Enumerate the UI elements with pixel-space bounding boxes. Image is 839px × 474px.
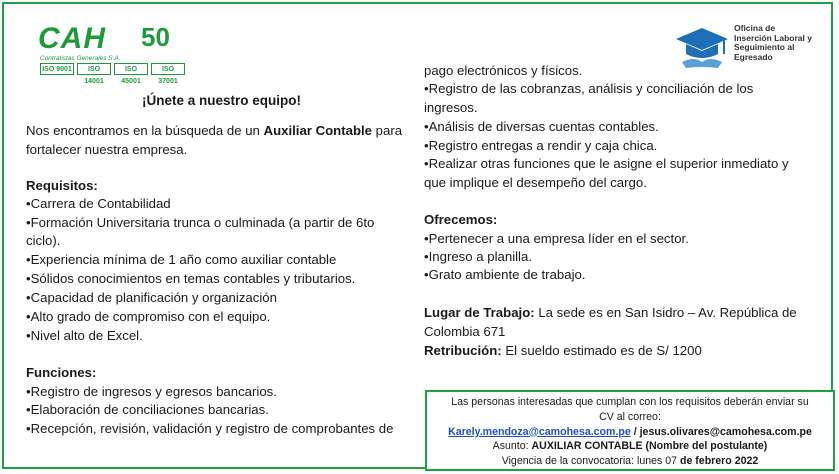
function-item: •Recepción, revisión, validación y registro de comprobantes de <box>26 421 394 436</box>
cah-logo-text: CAH <box>38 22 106 55</box>
function-item: •Registro de las cobranzas, análisis y conciliación de los <box>424 81 754 96</box>
contact-instructions: Las personas interesadas que cumplan con los requisitos deberán enviar su <box>451 396 809 408</box>
offers-title: Ofrecemos: <box>424 212 498 227</box>
salary-label: Retribución: <box>424 343 502 358</box>
subject-value: AUXILIAR CONTABLE (Nombre del postulante) <box>531 440 768 453</box>
cah-logo-subtitle: Contratistas Generales S.A. <box>40 55 121 62</box>
workplace-label: Lugar de Trabajo: <box>424 305 535 320</box>
office-name-line: Inserción Laboral y <box>734 32 812 43</box>
offer-item: •Pertenecer a una empresa líder en el sector. <box>424 231 689 246</box>
contact-emails <box>427 425 833 440</box>
workplace-value: La sede es en San Isidro – Av. República de <box>534 305 797 320</box>
subject-label: Asunto: <box>492 440 532 453</box>
function-item: que implique el desempeño del cargo. <box>424 175 647 190</box>
function-item: •Realizar otras funciones que le asigne el superior inmediato y <box>424 156 789 171</box>
iso-badge: ISO 14001 <box>77 63 111 75</box>
email-link-karely[interactable]: Karely.mendoza@camohesa.com.pe <box>448 425 631 438</box>
iso-badge: ISO 37001 <box>151 63 185 75</box>
functions-title: Funciones: <box>26 365 97 380</box>
iso-badges <box>40 63 185 85</box>
email-jesus[interactable]: jesus.olivares@camohesa.com.pe <box>639 425 812 438</box>
requirement-item: •Capacidad de planificación y organización <box>26 290 277 305</box>
intro-text: para <box>372 123 403 138</box>
offer-item: •Grato ambiente de trabajo. <box>424 267 586 282</box>
requirement-item: •Carrera de Contabilidad <box>26 196 171 211</box>
contact-box <box>425 390 835 471</box>
graduation-cap-handshake-icon <box>674 26 730 70</box>
function-item: •Elaboración de conciliaciones bancarias. <box>26 402 269 417</box>
job-title: Auxiliar Contable <box>263 123 372 138</box>
contact-instructions: CV al correo: <box>599 410 661 423</box>
function-item: •Análisis de diversas cuentas contables. <box>424 119 659 134</box>
workplace-line: Colombia 671 <box>424 324 506 339</box>
intro-line <box>26 122 402 141</box>
requirement-item: •Sólidos conocimientos en temas contables y tributarios. <box>26 271 356 286</box>
validity-label: Vigencia de la convocatoria: lunes 07 <box>501 455 680 468</box>
requirement-item: •Experiencia mínima de 1 año como auxiliar contable <box>26 252 337 267</box>
requirement-item: •Nivel alto de Excel. <box>26 328 143 343</box>
office-name <box>734 24 829 62</box>
function-item: ingresos. <box>424 100 478 115</box>
salary-value: El sueldo estimado es de S/ 1200 <box>501 343 702 358</box>
office-logo <box>674 24 824 74</box>
office-name-line: Egresado <box>734 51 773 62</box>
salary-line <box>424 342 702 361</box>
cah-50-years-mark: 50 <box>141 22 170 52</box>
intro-line: fortalecer nuestra empresa. <box>26 142 188 157</box>
iso-badge: ISO 45001 <box>114 63 148 75</box>
contact-validity <box>427 454 833 469</box>
iso-badge: ISO 9001 <box>40 63 74 75</box>
function-item: •Registro entregas a rendir y caja chica. <box>424 138 658 153</box>
requirement-item: •Formación Universitaria trunca o culminada (a partir de 6to <box>26 215 375 230</box>
cah-logo <box>38 22 188 85</box>
office-name-line: Seguimiento al <box>734 42 795 52</box>
function-item: pago electrónicos y físicos. <box>424 63 583 78</box>
requirements-title: Requisitos: <box>26 178 98 193</box>
validity-value: de febrero 2022 <box>679 455 759 468</box>
intro-text: Nos encontramos en la búsqueda de un <box>26 123 264 138</box>
requirement-item: •Alto grado de compromiso con el equipo. <box>26 309 271 324</box>
page-title: ¡Únete a nuestro equipo! <box>142 93 302 108</box>
workplace-line <box>424 304 797 323</box>
email-separator: / <box>630 425 640 438</box>
requirement-item: ciclo). <box>26 233 61 248</box>
offer-item: •Ingreso a planilla. <box>424 249 532 264</box>
function-item: •Registro de ingresos y egresos bancarios. <box>26 384 277 399</box>
contact-subject <box>427 439 833 454</box>
office-name-line: Oficina de <box>734 23 776 33</box>
